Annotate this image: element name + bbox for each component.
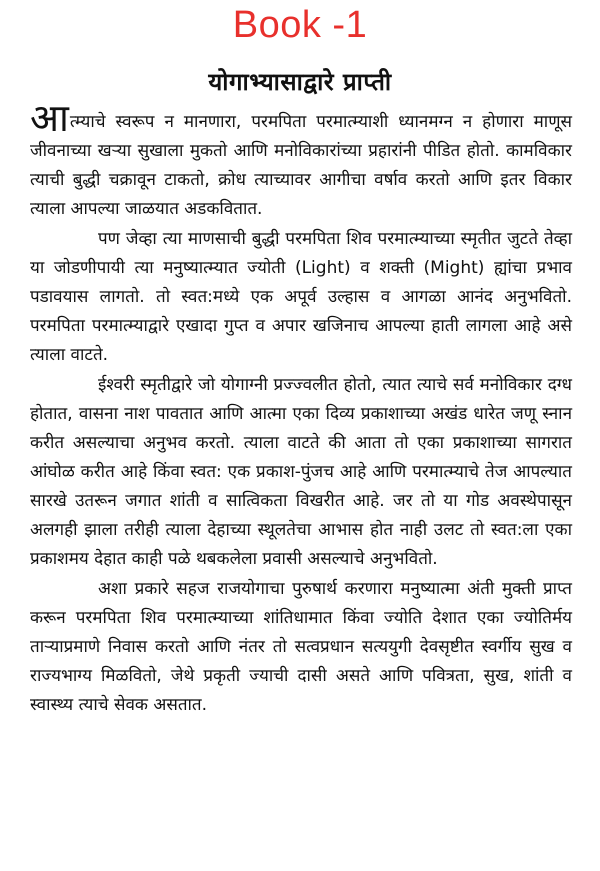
article-heading: योगाभ्यासाद्वारे प्राप्ती [208, 68, 392, 96]
paragraph-2: पण जेव्हा त्या माणसाची बुद्धी परमपिता शिव परमात्म्याच्या स्मृतीत जुटते तेव्हा या जोडणीपायी त्या मनुष्यात्म्यात ज्योती (Light) व शक्ती (Might) ह्यांचा प्रभाव पडावयास लागतो. तो स्वत:मध्ये एक अपूर्व उल्हास व आगळा आनंद अनुभवितो. परमपिता परमात्म्याद्वारे एखादा गुप्त व अपार खजिनाच आपल्या हाती लागला आहे असे त्याला वाटते. [30, 229, 572, 365]
paragraph-1-text: त्म्याचे स्वरूप न मानणारा, परमपिता परमात्म्याशी ध्यानमग्न न होणारा माणूस जीवनाच्या खऱ्या सुखाला मुकतो आणि मनोविकारांच्या प्रहारांनी पीडित होतो. कामविकार त्याची बुद्धी चक्रावून टाकतो, क्रोध त्याच्यावर आगीचा वर्षाव करतो आणि इतर विकार त्याला आपल्या जाळयात अडकवितात. [30, 112, 572, 219]
paragraph-3: ईश्वरी स्मृतीद्वारे जो योगाग्नी प्रज्ज्वलीत होतो, त्यात त्याचे सर्व मनोविकार दग्ध होतात, वासना नाश पावतात आणि आत्मा एका दिव्य प्रकाशाच्या अखंड धारेत जणू स्नान करीत असल्याचा अनुभव करतो. त्याला वाटते की आता तो एका प्रकाशाच्या सागरात आंघोळ करीत आहे किंवा स्वत: एक प्रकाश-पुंजच आहे आणि परमात्म्याचे तेज आपल्यात सारखे उतरून जगात शांती व सात्विकता विखरीत आहे. जर तो या गोड अवस्थेपासून अलगही झाला तरीही त्याला देहाच्या स्थूलतेचा आभास होत नाही उलट तो स्वत:ला एका प्रकाशमय देहात काही पळे थबकलेला प्रवासी असल्याचे अनुभवितो. [30, 375, 572, 569]
paragraph-4: अशा प्रकारे सहज राजयोगाचा पुरुषार्थ करणारा मनुष्यात्मा अंती मुक्ती प्राप्त करून परमपिता शिव परमात्म्याच्या शांतिधामात किंवा ज्योति देशात एका ज्योतिर्मय ताऱ्याप्रमाणे निवास करतो आणि नंतर तो सत्वप्रधान सत्ययुगी देवसृष्टीत स्वर्गीय सुख व राज्यभाग्य मिळवितो, जेथे प्रकृती ज्याची दासी असते आणि पवित्रता, सुख, शांती व स्वास्थ्य त्याचे सेवक असतात. [30, 579, 572, 715]
article-body [30, 96, 572, 721]
drop-cap: आ [30, 96, 69, 140]
book-label: Book -1 [232, 4, 368, 46]
paragraph-1 [30, 96, 572, 224]
